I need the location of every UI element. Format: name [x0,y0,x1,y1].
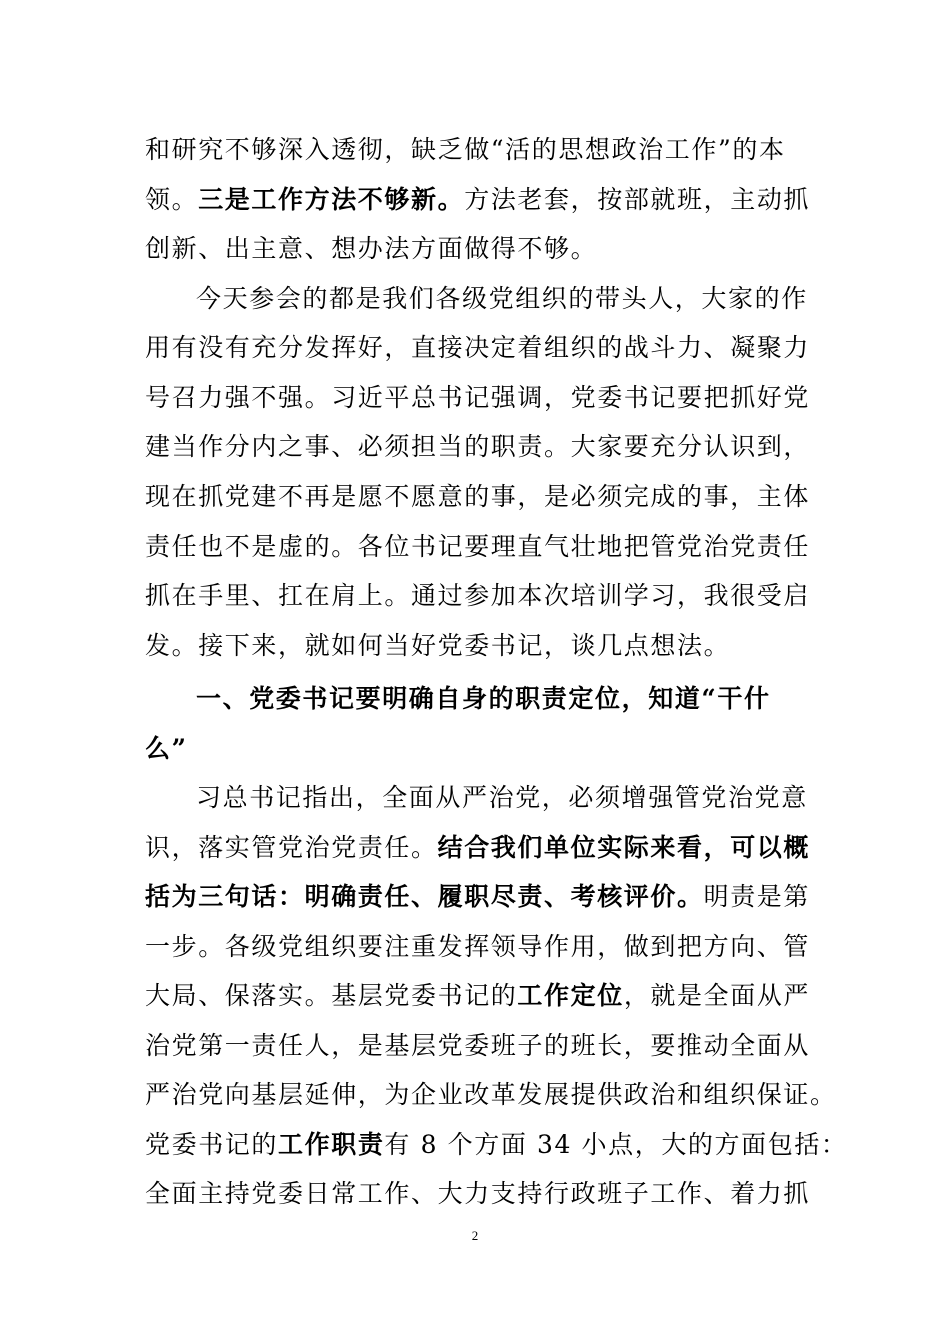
text-line [145,184,810,216]
text-line: 现在抓党建不再是愿不愿意的事，是必须完成的事，主体 [145,482,811,511]
text-run: 党委书记的 [145,1130,279,1159]
bold-phrase: 工作定位 [517,981,624,1010]
text-line [145,832,810,864]
text-line: 全面主持党委日常工作、大力支持行政班子工作、着力抓 [145,1179,811,1208]
text-run: 领。 [145,185,199,214]
page-number: 2 [471,1228,479,1243]
text-run: 大局、保落实。基层党委书记的 [145,981,518,1010]
text-line: 习总书记指出，全面从严治党，必须增强管党治党意 [196,783,808,812]
section-heading-continued: 么” [145,734,188,763]
section-heading: 一、党委书记要明确自身的职责定位，知道“干什 [196,684,771,713]
text-line: 建当作分内之事、必须担当的职责。大家要充分认识到， [145,432,811,461]
text-run: 方法老套，按部就班，主动抓 [464,185,811,214]
text-run: 明责是第 [703,882,811,911]
text-line: 发。接下来，就如何当好党委书记，谈几点想法。 [145,631,731,660]
text-line: 治党第一责任人，是基层党委班子的班长，要推动全面从 [145,1031,811,1060]
text-line: 一步。各级党组织要注重发挥领导作用，做到把方向、管 [145,932,811,961]
text-line: 严治党向基层延伸，为企业改革发展提供政治和组织保证。 [145,1080,837,1109]
text-line: 和研究不够深入透彻，缺乏做“活的思想政治工作”的本 [145,135,786,164]
text-run: ，就是全面从严 [623,981,811,1010]
text-line: 用有没有充分发挥好，直接决定着组织的战斗力、凝聚力 [145,333,811,362]
text-line [145,1129,848,1161]
bold-phrase: 三是工作方法不够新。 [198,185,465,214]
text-line: 创新、出主意、想办法方面做得不够。 [145,234,598,263]
text-line [145,980,810,1012]
text-run: 有 8 个方面 34 小点，大的方面包括： [384,1130,848,1159]
text-line: 号召力强不强。习近平总书记强调，党委书记要把抓好党 [145,383,811,412]
text-line [145,881,810,913]
text-line: 今天参会的都是我们各级党组织的带头人，大家的作 [196,284,808,313]
text-line: 抓在手里、扛在肩上。通过参加本次培训学习，我很受启 [145,581,811,610]
bold-phrase: 括为三句话：明确责任、履职尽责、考核评价。 [145,882,704,911]
text-line: 责任也不是虚的。各位书记要理直气壮地把管党治党责任 [145,532,811,561]
bold-phrase: 工作职责 [278,1130,385,1159]
text-run: 识，落实管党治党责任。 [145,833,438,862]
bold-phrase: 结合我们单位实际来看，可以概 [437,833,811,862]
